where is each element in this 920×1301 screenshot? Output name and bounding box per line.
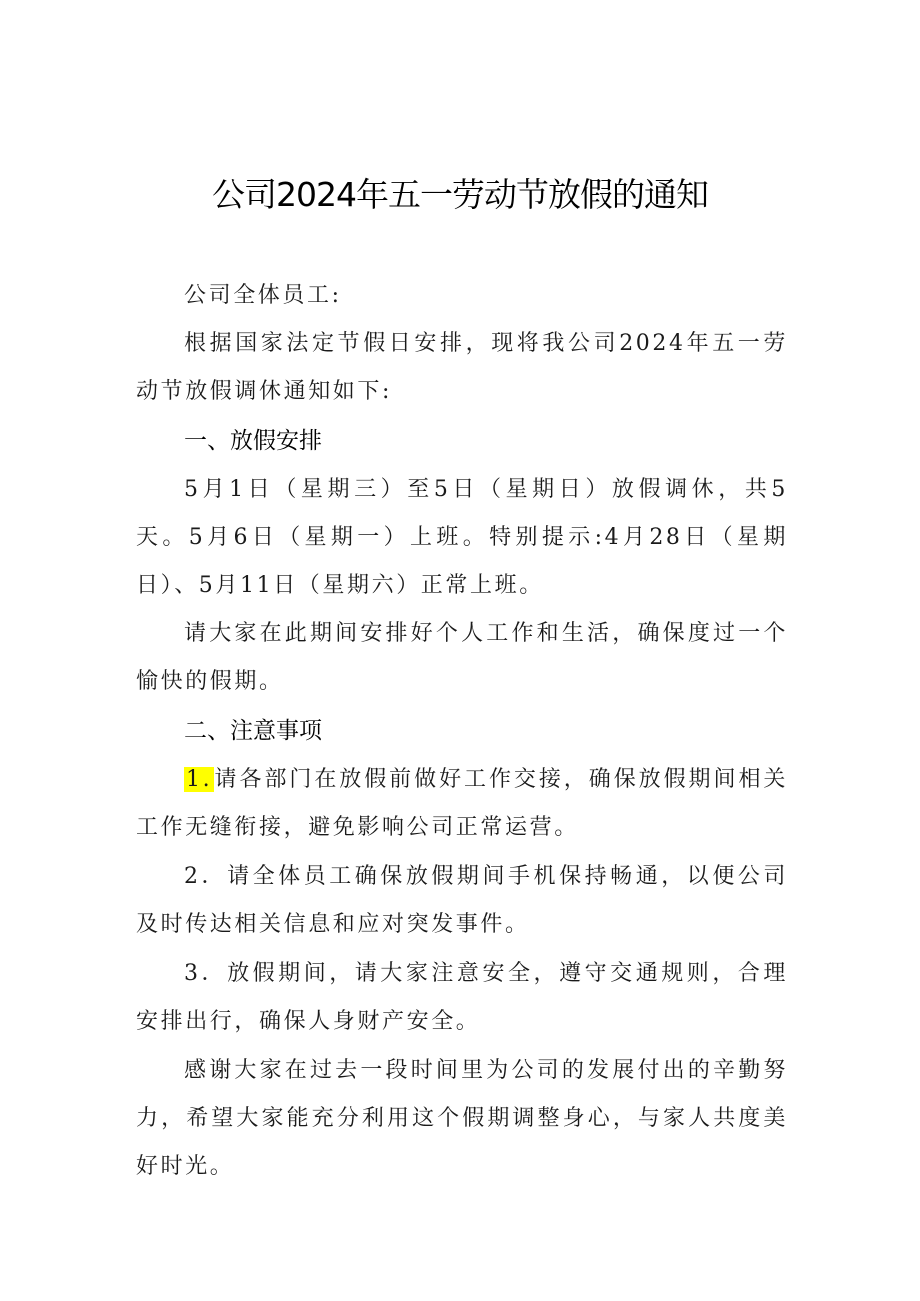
notice-item-3: 3．放假期间，请大家注意安全，遵守交通规则，合理安排出行，确保人身财产安全。	[136, 961, 788, 1034]
document-title: 公司2024年五一劳动节放假的通知	[212, 175, 708, 214]
closing-paragraph: 感谢大家在过去一段时间里为公司的发展付出的辛勤努力，希望大家能充分利用这个假期调整身心，与家人共度美好时光。	[136, 1058, 788, 1179]
notice-item-2: 2．请全体员工确保放假期间手机保持畅通，以便公司及时传达相关信息和应对突发事件。	[136, 864, 788, 937]
salutation: 公司全体员工:	[184, 283, 342, 308]
intro-paragraph: 根据国家法定节假日安排，现将我公司2024年五一劳动节放假调休通知如下:	[136, 331, 788, 404]
section-heading-notes: 二、注意事项	[184, 718, 322, 744]
notice-item-1	[136, 756, 788, 852]
schedule-paragraph: 5月1日（星期三）至5日（星期日）放假调休，共5天。5月6日（星期一）上班。特别提示:4月28日（星期日）、5月11日（星期六）正常上班。	[136, 477, 788, 598]
arrangement-paragraph: 请大家在此期间安排好个人工作和生活，确保度过一个愉快的假期。	[136, 621, 788, 694]
highlighted-item-number: 1.	[186, 767, 213, 792]
section-heading-holiday-schedule: 一、放假安排	[184, 428, 322, 454]
notice-item-1-text: 请各部门在放假前做好工作交接，确保放假期间相关工作无缝衔接，避免影响公司正常运营。	[136, 767, 788, 840]
